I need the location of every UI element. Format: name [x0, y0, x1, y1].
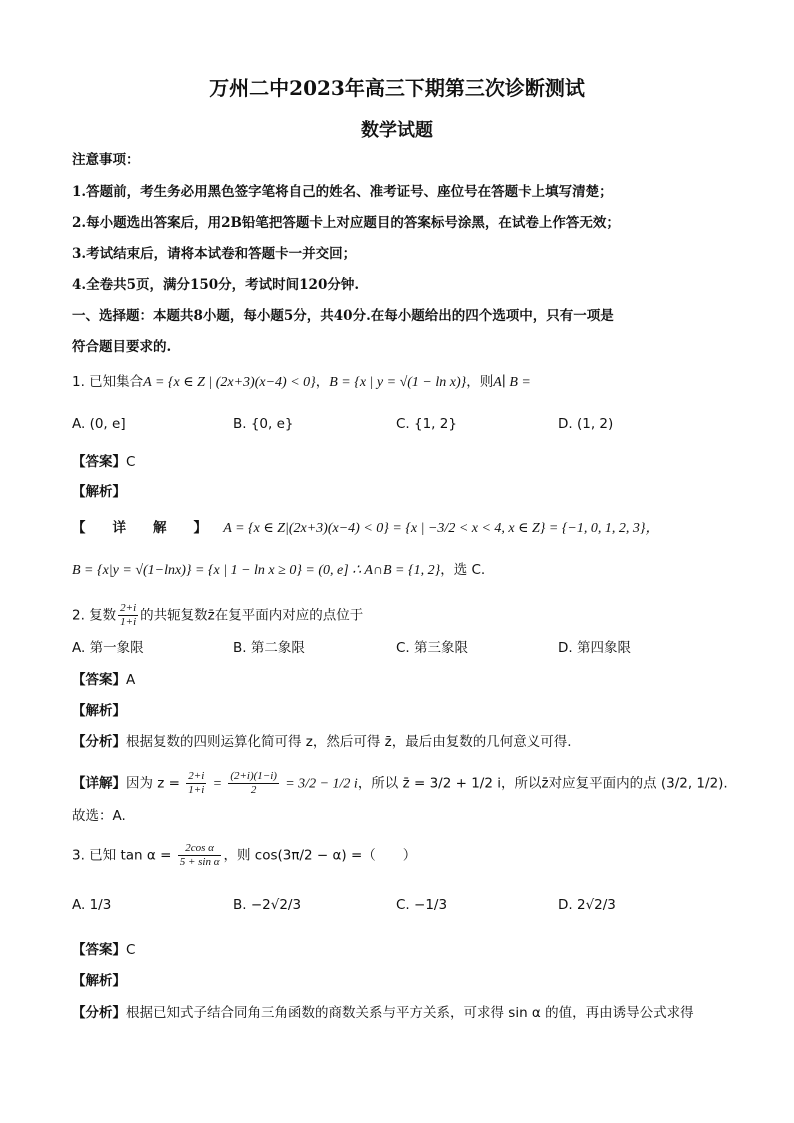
answer-tag: 【答案】	[72, 672, 126, 688]
q2-prefix: 2. 复数	[72, 607, 117, 624]
notice-item: 2.每小题选出答案后，用2B铅笔把答题卡上对应题目的答案标号涂黑，在试卷上作答无效；	[72, 215, 620, 231]
analysis-tag: 【解析】	[72, 703, 126, 719]
q2-detail-d: ，所以 z̄ = 3/2 + 1/2 i	[357, 775, 501, 792]
q2-suffix: 的共轭复数z̄在复平面内对应的点位于	[140, 607, 364, 624]
question-2	[72, 602, 363, 629]
q2-detail-e: ，所以z̄对应复平面内的点 (3/2, 1/2).	[500, 775, 728, 792]
q3-option-a: A. 1/3	[72, 897, 112, 913]
notice-item: 3.考试结束后，请将本试卷和答题卡一并交回；	[72, 246, 357, 262]
fenxi-tag: 【分析】	[72, 1005, 126, 1021]
q2-detail-c: = 3/2 − 1/2 i	[285, 776, 358, 792]
detail-tag: 【 详 解 】	[72, 520, 207, 536]
answer-value: C	[126, 942, 136, 958]
q1-solution-line-2	[72, 560, 485, 581]
answer-tag: 【答案】	[72, 942, 126, 958]
detail-tag: 【详解】	[72, 775, 126, 792]
q1-set-b: B = {x | y = √(1 − ln x)}	[329, 375, 467, 390]
question-1	[72, 372, 531, 393]
notice-item: 1.答题前，考生务必用黑色签字笔将自己的姓名、准考证号、座位号在答题卡上填写清楚；	[72, 184, 613, 200]
q2-detail-a: 因为 z =	[126, 775, 180, 792]
q1-solution-end: ，选 C.	[440, 562, 486, 578]
q3-mid: ，则 cos(3π/2 − α) =（ ）	[223, 847, 417, 864]
q2-detail-fraction-2: $\frac{(2+i)(1-i)}{2}$	[230, 770, 277, 796]
q2-option-a: A. 第一象限	[72, 640, 144, 656]
q1-suffix: ，则	[466, 374, 494, 390]
q1-option-c: C. {1, 2}	[396, 416, 457, 432]
q1-answer	[72, 452, 135, 472]
analysis-tag: 【解析】	[72, 973, 126, 989]
notice-heading: 注意事项：	[72, 152, 140, 168]
q2-option-c: C. 第三象限	[396, 640, 469, 656]
q2-option-b: B. 第二象限	[233, 640, 305, 656]
q1-solution-math: A = {x ∈ Z|(2x+3)(x−4) < 0} = {x | −3/2 < x < 4, x ∈ Z} = {−1, 0, 1, 2, 3}，	[223, 521, 660, 536]
q3-fenxi-text: 根据已知式子结合同角三角函数的商数关系与平方关系，可求得 sin α 的值，再由诱导公式求得	[126, 1005, 694, 1021]
page-title: 万州二中2023年高三下期第三次诊断测试	[209, 76, 585, 100]
q1-solution-math-2: B = {x|y = √(1−lnx)} = {x | 1 − ln x ≥ 0} = (0, e] ∴ A∩B = {1, 2}	[72, 563, 441, 578]
notice-item: 4.全卷共5页，满分150分，考试时间120分钟.	[72, 277, 360, 293]
q3-option-b: B. −2√2/3	[233, 897, 302, 913]
answer-value: A	[126, 672, 136, 688]
q2-choice: 故选：A.	[72, 808, 126, 824]
q3-option-d: D. 2√2/3	[558, 897, 616, 913]
q3-fraction: $\frac{\text{2cos α}}{\text{5 + sin α}}$	[179, 842, 220, 868]
answer-tag: 【答案】	[72, 454, 126, 470]
q3-option-c: C. −1/3	[396, 897, 448, 913]
q2-detail-fraction-1: $\frac{2+i}{1+i}$	[188, 770, 205, 796]
q1-option-a: A. (0, e]	[72, 416, 126, 432]
section-heading-cont: 符合题目要求的.	[72, 339, 172, 355]
question-3	[72, 842, 416, 869]
analysis-tag: 【解析】	[72, 484, 126, 500]
fenxi-tag: 【分析】	[72, 734, 126, 750]
q2-option-d: D. 第四象限	[558, 640, 631, 656]
q2-fraction: $\frac{2+i}{1+i}$	[120, 602, 137, 628]
q2-fenxi-text: 根据复数的四则运算化简可得 z，然后可得 z̄，最后由复数的几何意义可得.	[126, 734, 572, 750]
q1-set-a: A = {x ∈ Z | (2x+3)(x−4) < 0}	[143, 375, 316, 390]
q2-fenxi	[72, 732, 572, 752]
q1-sep: ，	[315, 374, 330, 390]
q3-answer	[72, 940, 135, 960]
q2-answer	[72, 670, 135, 690]
q1-solution-line-1	[72, 518, 659, 539]
answer-value: C	[126, 454, 136, 470]
page-subtitle: 数学试题	[361, 120, 433, 141]
section-heading: 一、选择题：本题共8小题，每小题5分，共40分.在每小题给出的四个选项中，只有一项是	[72, 308, 614, 324]
q3-prefix: 3. 已知 tan α =	[72, 847, 172, 864]
q1-prefix: 1. 已知集合	[72, 374, 144, 390]
q1-option-d: D. (1, 2)	[558, 416, 614, 432]
q1-option-b: B. {0, e}	[233, 416, 294, 432]
q2-detail: 【详解】因为 z = $\frac{2+i}{1+i}$ = $\frac{(2+i)(1-i)}{2}$ = 3/2 − 1/2 i，所以 z̄ = 3/2 + 1/2 i，所以z̄对应复平面内的点 (3/2, 1/2).	[72, 770, 728, 796]
q1-ask: A∣ B =	[493, 375, 531, 390]
q3-fenxi	[72, 1003, 694, 1023]
